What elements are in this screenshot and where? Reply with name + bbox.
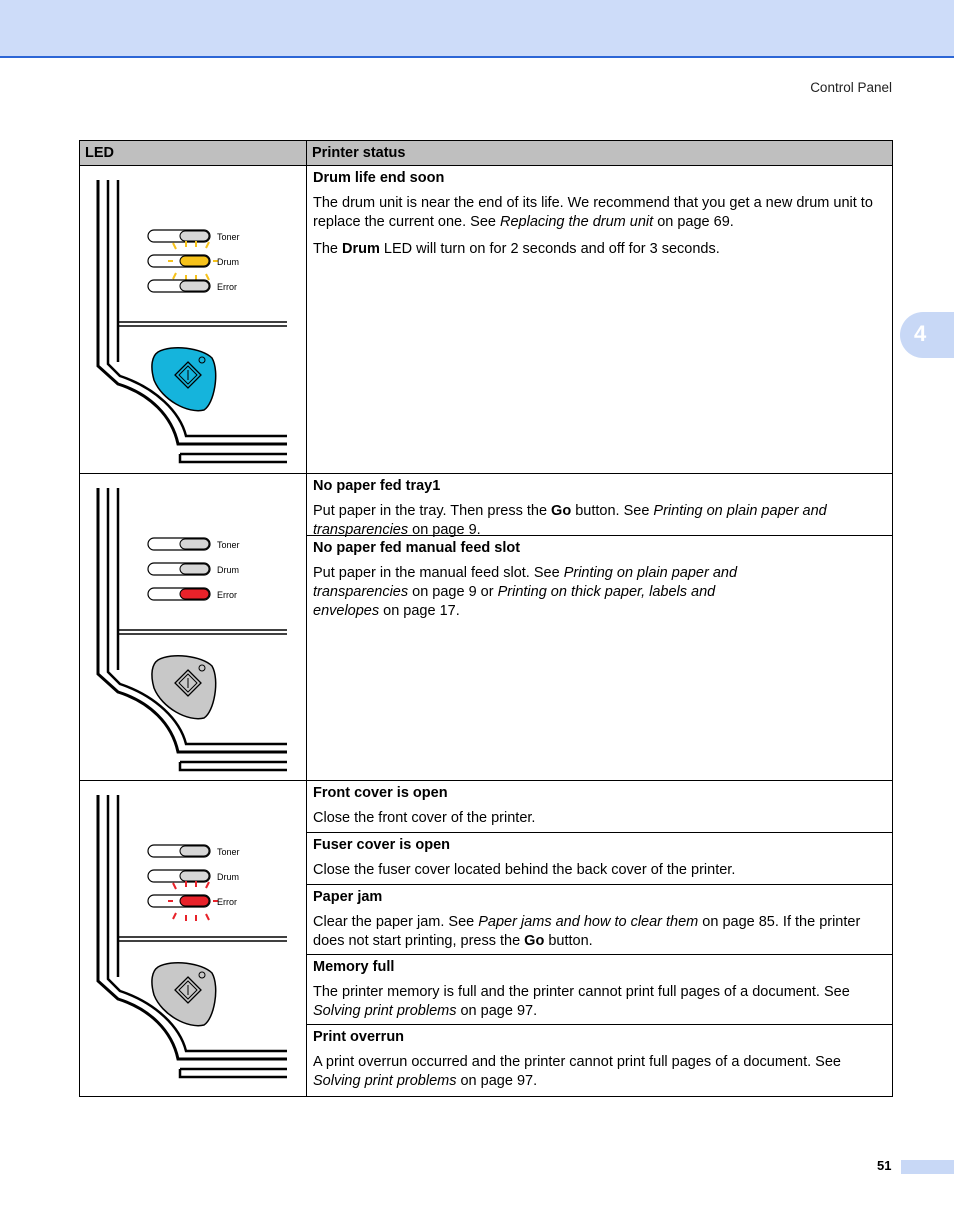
blink-ray (206, 914, 209, 920)
section-header: Control Panel (810, 80, 892, 95)
blink-ray (173, 273, 176, 279)
status-entry (307, 535, 892, 626)
led-panel-cell (80, 781, 307, 1097)
column-header-led: LED (80, 141, 307, 166)
status-entry (307, 1024, 892, 1096)
led-drum-indicator (180, 256, 209, 266)
table-row (80, 781, 893, 1097)
status-title: Fuser cover is open (313, 837, 450, 853)
status-title: Front cover is open (313, 785, 448, 801)
control-panel-illustration (80, 781, 307, 1093)
status-entry (307, 954, 892, 1024)
panel-outline (180, 762, 287, 770)
status-description: Close the fuser cover located behind the back cover of the printer. (313, 862, 736, 878)
led-error-indicator (180, 589, 209, 599)
led-error-indicator (180, 281, 209, 291)
panel-divider (118, 630, 287, 634)
table-header-row (80, 141, 893, 166)
led-label: Drum (217, 565, 239, 575)
led-status-table (79, 140, 893, 1097)
blink-ray (206, 882, 209, 888)
led-label: Toner (217, 540, 240, 550)
status-entry (307, 166, 892, 264)
control-panel-illustration (80, 166, 307, 473)
led-label: Error (217, 590, 237, 600)
status-description: Put paper in the tray. Then press the Go button. See Printing on plain paper and transparencies on page 9. (313, 503, 827, 538)
control-panel-illustration (80, 474, 307, 780)
led-label: Error (217, 897, 237, 907)
status-title: No paper fed manual feed slot (313, 540, 521, 556)
status-cell (307, 166, 893, 474)
led-label: Toner (217, 847, 240, 857)
led-label: Drum (217, 257, 239, 267)
status-description: The drum unit is near the end of its life. We recommend that you get a new drum unit to replace the current one. See Replacing the drum unit on page 69. (313, 195, 873, 230)
status-title: Memory full (313, 959, 395, 975)
status-entry (307, 781, 892, 832)
table-row (80, 474, 893, 781)
led-panel-cell (80, 474, 307, 781)
status-description: A print overrun occurred and the printer cannot print full pages of a document. See Solving print problems on page 97. (313, 1054, 841, 1089)
header-band (0, 0, 954, 58)
status-title: Paper jam (313, 889, 383, 905)
status-description: The printer memory is full and the printer cannot print full pages of a document. See Solving print problems on page 97. (313, 984, 850, 1019)
led-panel-cell (80, 166, 307, 474)
column-header-printer-status: Printer status (307, 141, 893, 166)
footer-bar (901, 1160, 954, 1174)
led-toner-indicator (180, 846, 209, 856)
blink-ray (173, 883, 176, 889)
led-toner-indicator (180, 539, 209, 549)
chapter-tab (900, 312, 954, 358)
panel-outline (180, 454, 287, 462)
status-entry (307, 474, 892, 538)
status-entry (307, 884, 892, 954)
status-description: Clear the paper jam. See Paper jams and how to clear them on page 85. If the printer does not start printing, press the Go button. (313, 914, 861, 949)
led-toner-indicator (180, 231, 209, 241)
blink-ray (173, 913, 176, 919)
panel-divider (118, 322, 287, 326)
status-description: Close the front cover of the printer. (313, 810, 536, 826)
panel-divider (118, 937, 287, 941)
table-row (80, 166, 893, 474)
blink-ray (206, 274, 209, 280)
led-label: Drum (217, 872, 239, 882)
status-cell (307, 781, 893, 1097)
panel-outline (180, 1069, 287, 1077)
blink-ray (173, 243, 176, 249)
status-title: No paper fed tray1 (313, 478, 441, 494)
chapter-number: 4 (914, 321, 927, 346)
led-label: Toner (217, 232, 240, 242)
status-title: Print overrun (313, 1029, 405, 1045)
status-description: The Drum LED will turn on for 2 seconds and off for 3 seconds. (313, 241, 720, 257)
led-drum-indicator (180, 871, 209, 881)
page-number: 51 (877, 1158, 892, 1173)
status-cell (307, 474, 893, 781)
led-label: Error (217, 282, 237, 292)
status-title: Drum life end soon (313, 170, 445, 186)
status-entry (307, 832, 892, 884)
led-error-indicator (180, 896, 209, 906)
status-description: Put paper in the manual feed slot. See Printing on plain paper and transparencies on page 9 or Printing on thick paper, labels and envelopes on page 17. (313, 565, 738, 619)
led-drum-indicator (180, 564, 209, 574)
blink-ray (206, 242, 209, 248)
